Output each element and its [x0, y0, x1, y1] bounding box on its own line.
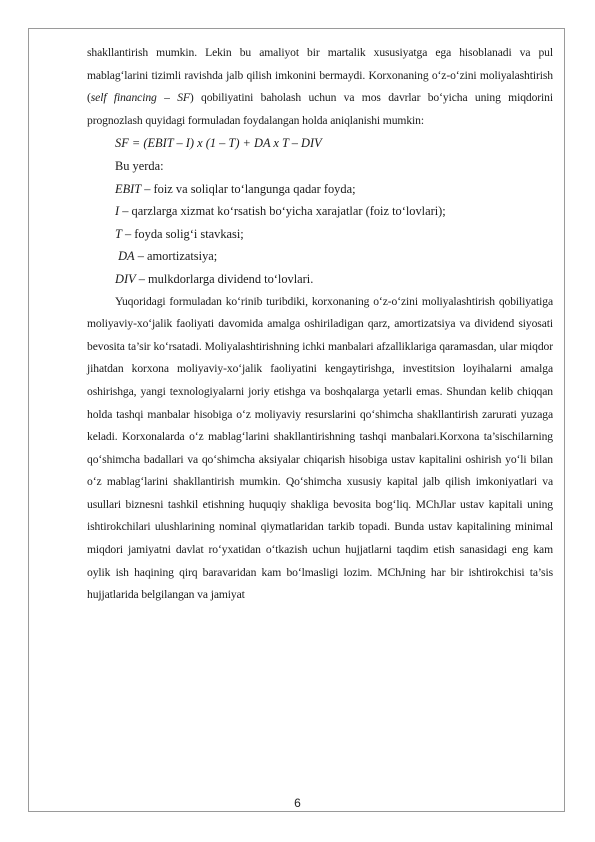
definition-text: – foiz va soliqlar to‘langunga qadar foyda;: [141, 181, 356, 196]
definition-text: – mulkdorlarga dividend to‘lovlari.: [135, 271, 314, 286]
definition-i: [87, 200, 553, 223]
definition-term: EBIT: [115, 181, 142, 196]
definition-text: – foyda solig‘i stavkasi;: [121, 226, 244, 241]
intro-text-continued: ) qobiliyatini baholash uchun va mos davrlar bo‘yicha uning miqdorini prognozlash quyidagi formuladan foydalangan holda aniqlanishi mumkin:: [87, 91, 553, 127]
definition-da: [87, 245, 553, 268]
definition-text: – qarzlarga xizmat ko‘rsatish bo‘yicha xarajatlar (foiz to‘lovlari);: [119, 204, 446, 219]
definition-text: – amortizatsiya;: [134, 249, 218, 264]
definition-term: I: [115, 204, 120, 219]
formula: SF = (EBIT – I) x (1 – T) + DA x T – DIV: [115, 136, 322, 151]
document-body: [87, 42, 553, 607]
definition-div: [87, 268, 553, 291]
definition-ebit: [87, 178, 553, 201]
intro-paragraph: [87, 42, 553, 132]
self-financing-term: self financing – SF: [90, 91, 190, 105]
intro-text: shakllantirish mumkin. Lekin bu amaliyot bir martalik xususiyatga ega hisoblanadi va pul mablag‘larini tizimli ravishda jalb qilish imkonini bermaydi. Korxonaning o‘z-o‘zini moliyalashtirish (: [87, 46, 553, 105]
definition-term: DA: [115, 249, 135, 264]
definition-term: T: [115, 226, 122, 241]
where-label: Bu yerda:: [115, 158, 164, 173]
definition-term: DIV: [115, 271, 136, 286]
main-paragraph: Yuqoridagi formuladan ko‘rinib turibdiki, korxonaning o‘z-o‘zini moliyalashtirish qobiliyatiga moliyaviy-xo‘jalik faoliyati davomida amalga oshiriladigan qarz, amortizatsiya va dividend siyosati bevosita ta’sir ko‘rsatadi. Moliyalashtirishning ichki manbalari afzalliklariga qaramasdan, ular miqdor jihatdan korxona moliyaviy-xo‘jalik faoliyatini kengaytirishga, investitsion loyihalarni amalga oshirishga, yangi texnologiyalarni joriy etishga va boshqalarga yetarli emas. Shundan kelib chiqqan holda tashqi manbalar hisobiga o‘z moliyaviy resurslarini qo‘shimcha shakllantirish zarurati yuzaga keladi. Korxonalarda o‘z mablag‘larini shakllantirishning tashqi manbalari.Korxona ta’sischilarning qo‘shimcha badallari va qo‘shimcha aksiyalar chiqarish hisobiga ustav kapitalini oshirish yo‘li bilan o‘z mablag‘larini shakllantirish mumkin. Qo‘shimcha xususiy kapital jalb qilish imkoniyatlari va usullari biznesni tashkil etishning huquqiy shakliga bevosita bog‘liq. MChJlar ustav kapitali uning ishtirokchilari ulushlarining nominal qiymatlaridan tarkib topadi. Bunda ustav kapitalining minimal miqdori jamiyatni davlat ro‘yxatidan o‘tkazish uchun hujjatlarni taqdim etish sanasidagi eng kam oylik ish haqining qirq baravaridan kam bo‘lmasligi lozim. MChJning har bir ishtirokchisi ta’sis hujjatlarida belgilangan va jamiyat: [87, 294, 553, 602]
definition-t: [87, 223, 553, 246]
page-number: 6: [294, 796, 301, 810]
